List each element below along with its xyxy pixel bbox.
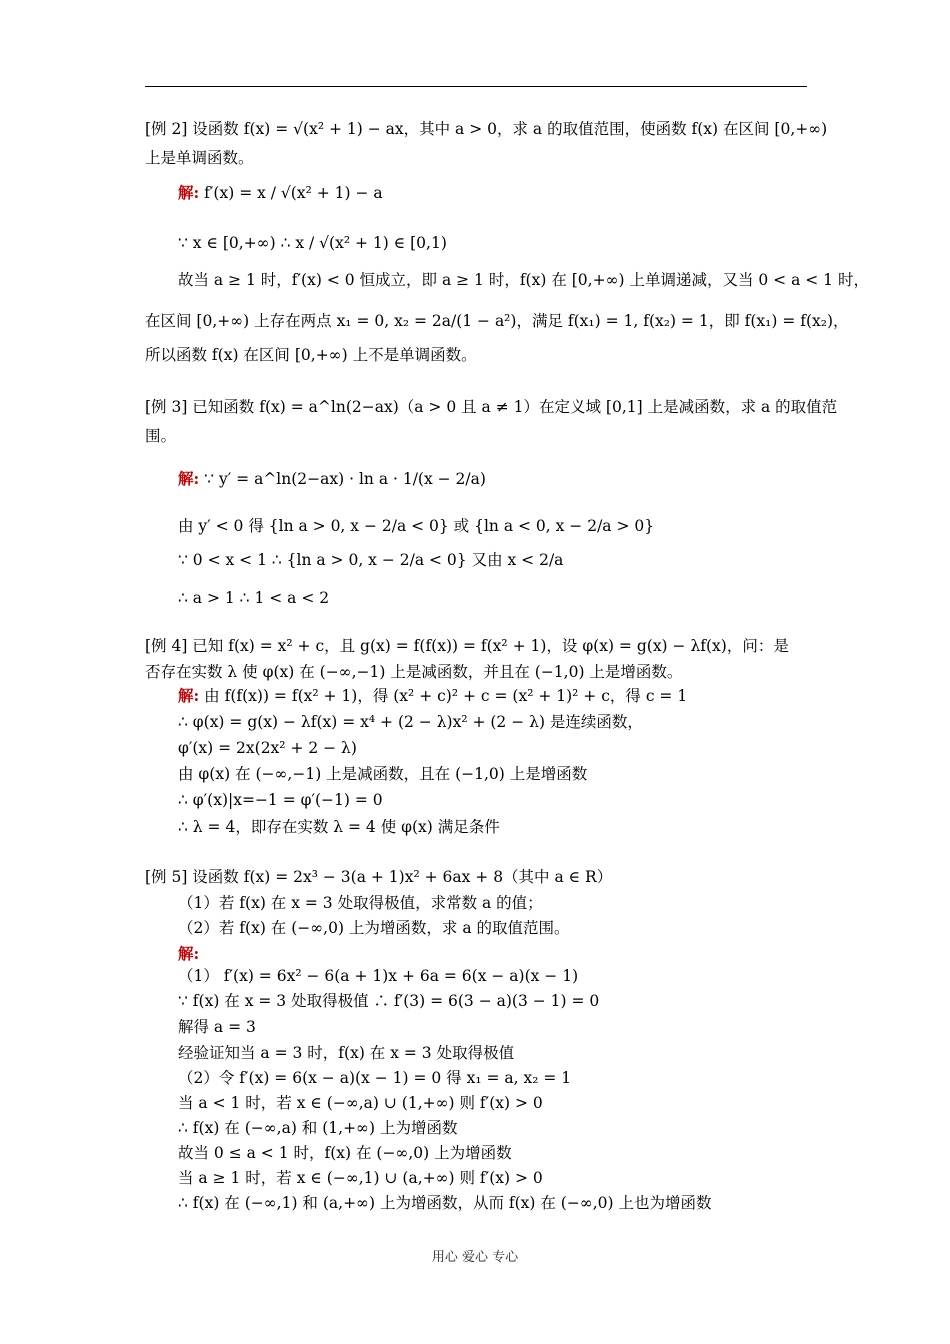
ex4-solution-monotonic: 由 φ(x) 在 (−∞,−1) 上是减函数，且在 (−1,0) 上是增函数 <box>178 765 588 783</box>
ex5-solution-derivative: （1） f′(x) = 6x² − 6(a + 1)x + 6a = 6(x − a)(x − 1) <box>178 967 579 985</box>
ex4-solution-equation: ∴ φ′(x)|x=−1 = φ′(−1) = 0 <box>178 791 383 809</box>
ex4-solution-find-c: 解: 由 f(f(x)) = f(x² + 1)，得 (x² + c)² + c = (x² + 1)² + c，得 c = 1 <box>178 686 688 705</box>
ex2-conclusion: 所以函数 f(x) 在区间 [0,+∞) 上不是单调函数。 <box>145 346 477 364</box>
ex2-solution-range: ∵ x ∈ [0,+∞) ∴ x / √(x² + 1) ∈ [0,1) <box>178 234 447 252</box>
ex5-solution-verify: 经验证知当 a = 3 时，f(x) 在 x = 3 处取得极值 <box>178 1044 515 1062</box>
ex3-conclusion: ∴ a > 1 ∴ 1 < a < 2 <box>178 589 330 607</box>
ex2-solution-case-1: 故当 a ≥ 1 时，f′(x) < 0 恒成立，即 a ≥ 1 时，f(x) 在 [0,+∞) 上单调递减，又当 0 < a < 1 时， <box>178 271 869 289</box>
ex5-question-2: （2）若 f(x) 在 (−∞,0) 上为增函数，求 a 的取值范围。 <box>178 919 570 937</box>
ex5-solution-case-a-lt-1: 当 a < 1 时，若 x ∈ (−∞,a) ∪ (1,+∞) 则 f′(x) > 0 <box>178 1094 543 1112</box>
ex5-solution-label <box>178 942 858 966</box>
ex2-solution-derivative: 解: f′(x) = x / √(x² + 1) − a <box>178 183 383 202</box>
solution-label: 解: <box>178 183 200 202</box>
ex2-problem-line-2: 上是单调函数。 <box>145 149 254 167</box>
ex2-solution-case-2: 在区间 [0,+∞) 上存在两点 x₁ = 0, x₂ = 2a/(1 − a²)，满足 f(x₁) = 1, f(x₂) = 1，即 f(x₁) = f(x₂)， <box>145 312 849 330</box>
ex5-question-1: （1）若 f(x) 在 x = 3 处取得极值，求常数 a 的值； <box>178 894 543 912</box>
ex3-problem-line-1: [例 3] 已知函数 f(x) = a^ln(2−ax)（a > 0 且 a ≠ 1）在定义域 [0,1] 上是减函数，求 a 的取值范 <box>145 398 838 416</box>
ex5-solution-increasing-1: ∴ f(x) 在 (−∞,a) 和 (1,+∞) 上为增函数 <box>178 1119 458 1137</box>
ex4-problem-line-2: 否存在实数 λ 使 φ(x) 在 (−∞,−1) 上是减函数，并且在 (−1,0) 上是增函数。 <box>145 663 683 681</box>
ex4-solution-phi: ∴ φ(x) = g(x) − λf(x) = x⁴ + (2 − λ)x² + (2 − λ) 是连续函数， <box>178 713 643 731</box>
ex2-problem-line-1: [例 2] 设函数 f(x) = √(x² + 1) − ax，其中 a > 0，求 a 的取值范围，使函数 f(x) 在区间 [0,+∞) <box>145 120 828 138</box>
ex4-conclusion: ∴ λ = 4，即存在实数 λ = 4 使 φ(x) 满足条件 <box>178 818 500 836</box>
ex3-solution-domain: ∵ 0 < x < 1 ∴ {ln a > 0, x − 2/a < 0} 又由 x < 2/a <box>178 551 564 569</box>
header-rule <box>145 86 807 87</box>
ex4-problem-line-1: [例 4] 已知 f(x) = x² + c，且 g(x) = f(f(x)) = f(x² + 1)，设 φ(x) = g(x) − λf(x)，问：是 <box>145 637 789 655</box>
ex4-solution-phi-derivative: φ′(x) = 2x(2x² + 2 − λ) <box>178 739 357 757</box>
ex5-problem-line-1: [例 5] 设函数 f(x) = 2x³ − 3(a + 1)x² + 6ax + 8（其中 a ∈ R） <box>145 868 613 886</box>
ex3-problem-line-2: 围。 <box>145 427 177 445</box>
ex3-solution-condition: 由 y′ < 0 得 {ln a > 0, x − 2/a < 0} 或 {ln a < 0, x − 2/a > 0} <box>178 517 655 535</box>
solution-label: 解: <box>178 944 200 963</box>
solution-label: 解: <box>178 469 200 488</box>
ex5-solution-extremum: ∵ f(x) 在 x = 3 处取得极值 ∴ f′(3) = 6(3 − a)(3 − 1) = 0 <box>178 992 600 1010</box>
ex3-solution-derivative: 解: ∵ y′ = a^ln(2−ax) · ln a · 1/(x − 2/a) <box>178 469 486 488</box>
ex5-conclusion: ∴ f(x) 在 (−∞,1) 和 (a,+∞) 上为增函数，从而 f(x) 在 (−∞,0) 上也为增函数 <box>178 1194 712 1212</box>
page-footer: 用心 爱心 专心 <box>431 1250 519 1265</box>
ex5-solution-a-value: 解得 a = 3 <box>178 1018 256 1036</box>
ex5-solution-roots: （2）令 f′(x) = 6(x − a)(x − 1) = 0 得 x₁ = a, x₂ = 1 <box>178 1069 572 1087</box>
ex5-solution-case-a-ge-1: 当 a ≥ 1 时，若 x ∈ (−∞,1) ∪ (a,+∞) 则 f′(x) > 0 <box>178 1169 543 1187</box>
ex5-solution-range-1: 故当 0 ≤ a < 1 时，f(x) 在 (−∞,0) 上为增函数 <box>178 1144 512 1162</box>
solution-label: 解: <box>178 686 200 705</box>
